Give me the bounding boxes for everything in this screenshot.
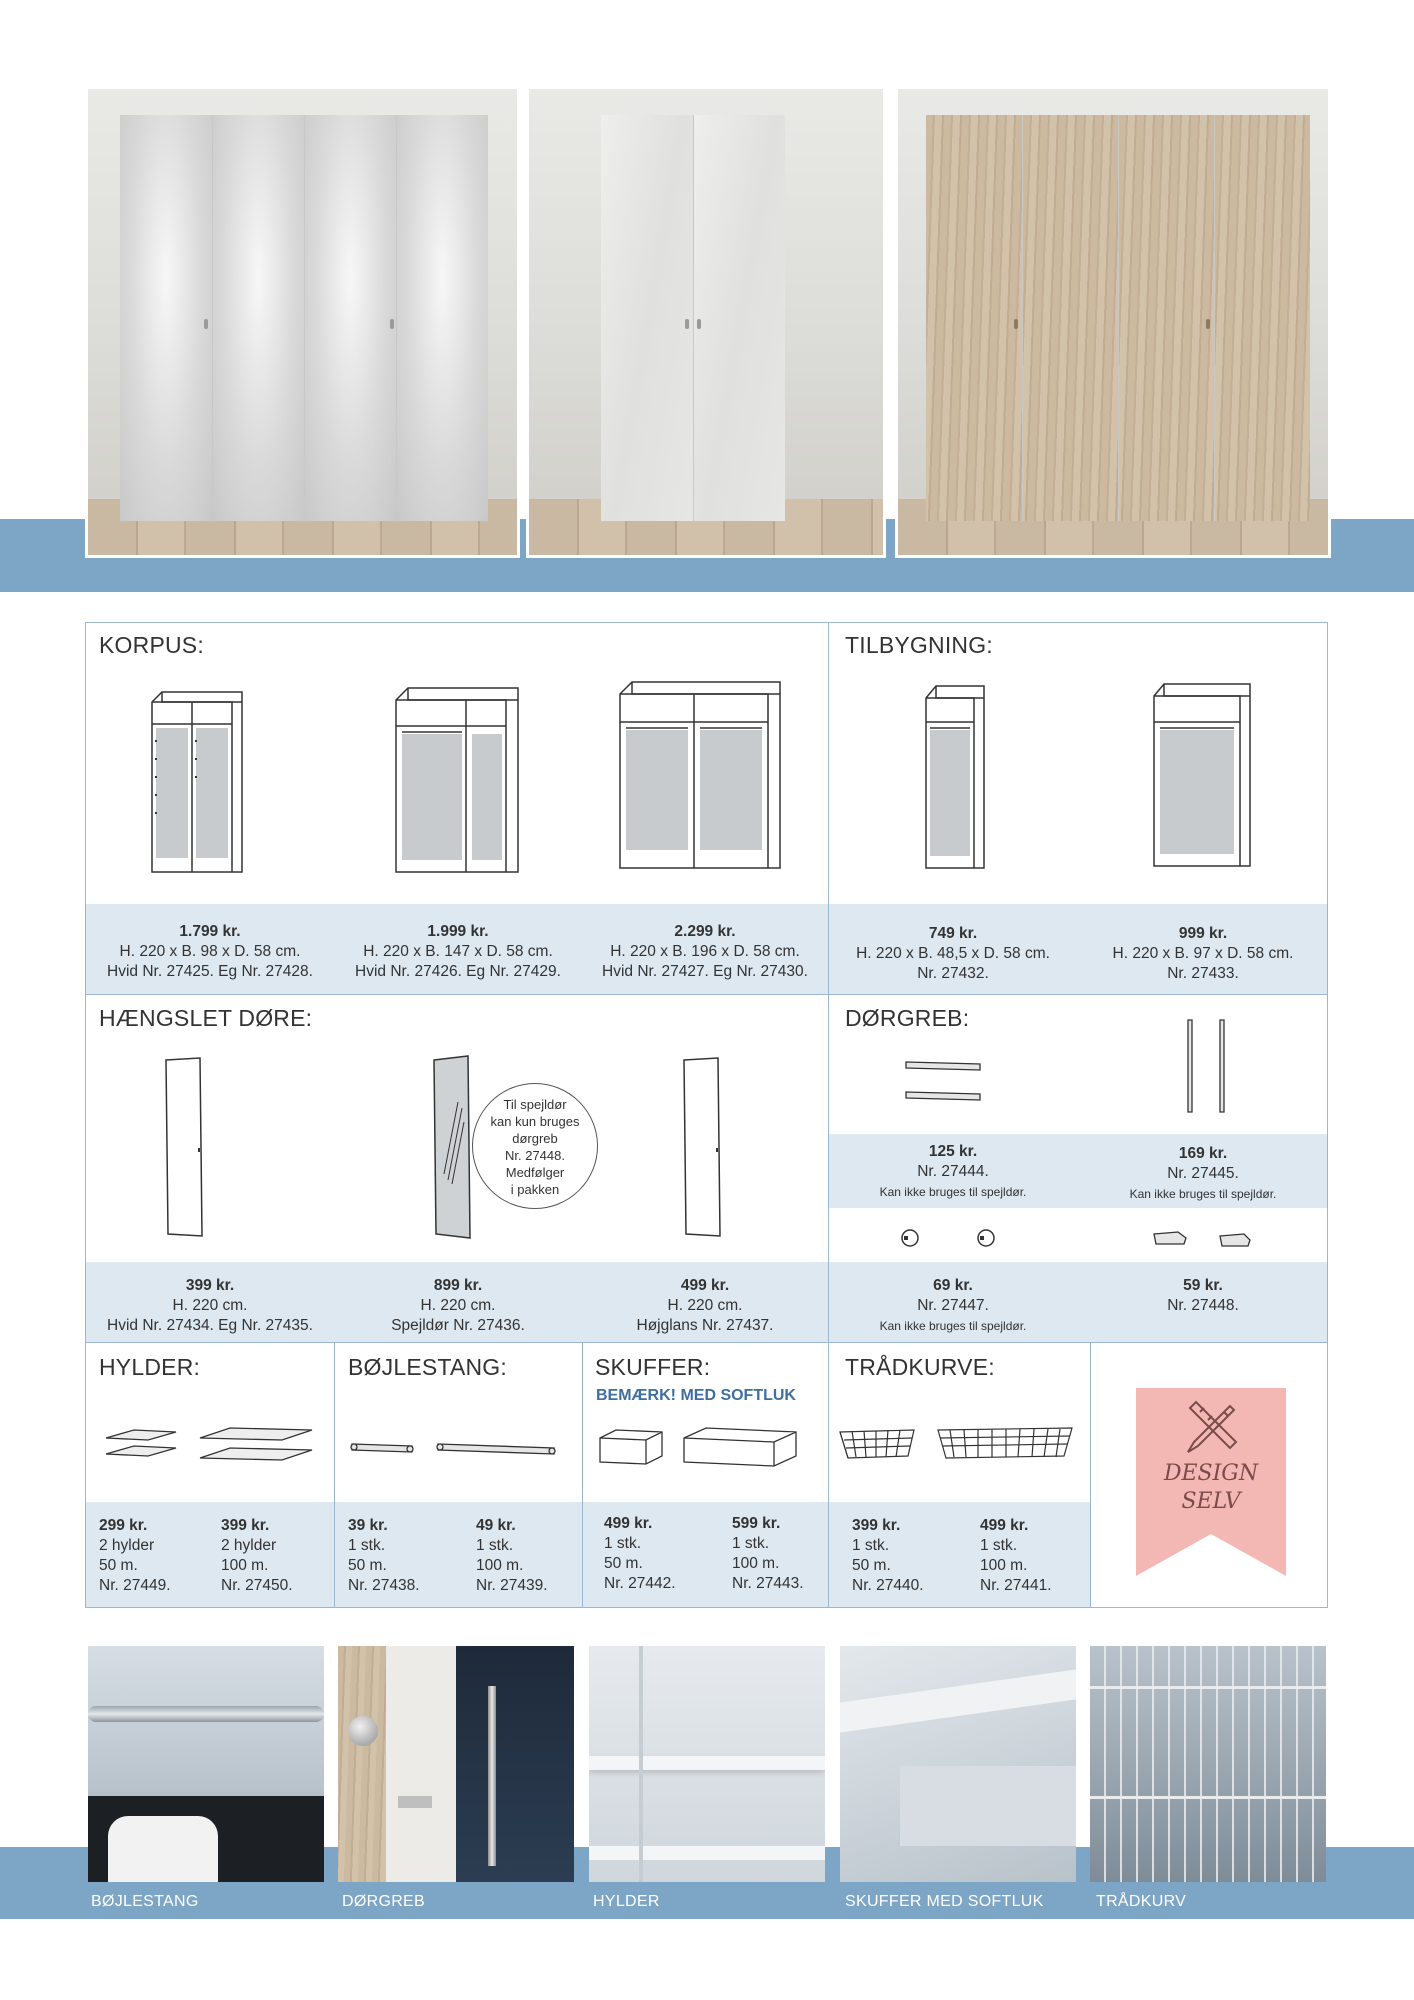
doors-price-1: 399 kr. H. 220 cm. Hvid Nr. 27434. Eg Nr. 27435. — [107, 1277, 313, 1334]
thumb-door-handles — [338, 1646, 574, 1882]
korpus-196-illustration — [616, 678, 784, 874]
doors-price-3: 499 kr. H. 220 cm. Højglans Nr. 27437. — [636, 1277, 774, 1334]
baskets-illustration — [836, 1424, 1076, 1470]
caption-door-handles: DØRGREB — [342, 1893, 425, 1910]
handle-bar-illustration — [1180, 1016, 1228, 1116]
thumb-hanger-rail — [88, 1646, 324, 1882]
drawers-title: SKUFFER: — [595, 1354, 711, 1380]
knob-illustration — [896, 1224, 1006, 1252]
thumb-wire-basket — [1090, 1646, 1326, 1882]
thumb-drawers — [840, 1646, 1076, 1882]
product-photo-oak-wardrobe — [895, 86, 1331, 558]
korpus-title: KORPUS: — [99, 632, 204, 658]
handle-flat-illustration — [900, 1056, 986, 1108]
door-white-illustration — [164, 1056, 204, 1238]
drawers-illustration — [596, 1424, 816, 1474]
product-photo-white-wardrobe — [526, 86, 886, 558]
pencil-ruler-icon — [1180, 1398, 1244, 1458]
baskets-price-2: 499 kr. 1 stk. 100 m. Nr. 27441. — [980, 1517, 1052, 1594]
baskets-title: TRÅDKURVE: — [845, 1354, 995, 1380]
tilbygning-price-1: 749 kr. H. 220 x B. 48,5 x D. 58 cm. Nr. 27432. — [856, 925, 1050, 982]
shelves-illustration — [100, 1424, 320, 1474]
baskets-price-1: 399 kr. 1 stk. 50 m. Nr. 27440. — [852, 1517, 924, 1594]
caption-drawers: SKUFFER MED SOFTLUK — [845, 1893, 1044, 1910]
rails-illustration — [348, 1436, 568, 1460]
handles-price-1: 125 kr. Nr. 27444. Kan ikke bruges til spejldør. — [879, 1143, 1027, 1199]
rails-title: BØJLESTANG: — [348, 1354, 507, 1380]
handles-price-2: 169 kr. Nr. 27445. Kan ikke bruges til spejldør. — [1129, 1145, 1277, 1201]
design-selv-text: DESIGN SELV — [1163, 1461, 1259, 1514]
drawers-price-2: 599 kr. 1 stk. 100 m. Nr. 27443. — [732, 1515, 804, 1592]
door-mirror-illustration — [432, 1054, 472, 1240]
drawers-price-1: 499 kr. 1 stk. 50 m. Nr. 27442. — [604, 1515, 676, 1592]
tilbygning-title: TILBYGNING: — [845, 632, 993, 658]
mirror-door-note: Til spejldør kan kun bruges dørgreb Nr. 27448. Medfølger i pakken — [472, 1083, 598, 1209]
korpus-98-illustration — [148, 688, 248, 878]
drawers-softluk-note: BEMÆRK! MED SOFTLUK — [596, 1387, 796, 1404]
door-gloss-illustration — [682, 1056, 722, 1238]
korpus-price-1: 1.799 kr. H. 220 x B. 98 x D. 58 cm. Hvid Nr. 27425. Eg Nr. 27428. — [107, 923, 313, 980]
korpus-price-2: 1.999 kr. H. 220 x B. 147 x D. 58 cm. Hvid Nr. 27426. Eg Nr. 27429. — [355, 923, 561, 980]
rails-price-2: 49 kr. 1 stk. 100 m. Nr. 27439. — [476, 1517, 548, 1594]
shelves-price-1: 299 kr. 2 hylder 50 m. Nr. 27449. — [99, 1517, 171, 1594]
handles-title: DØRGREB: — [845, 1005, 970, 1031]
korpus-147-illustration — [392, 684, 522, 878]
thumb-shelves — [589, 1646, 825, 1882]
shelves-price-2: 399 kr. 2 hylder 100 m. Nr. 27450. — [221, 1517, 293, 1594]
product-photo-mirror-wardrobe — [85, 86, 520, 558]
rails-price-1: 39 kr. 1 stk. 50 m. Nr. 27438. — [348, 1517, 420, 1594]
small-handle-illustration — [1150, 1226, 1260, 1250]
doors-price-2: 899 kr. H. 220 cm. Spejldør Nr. 27436. — [391, 1277, 525, 1334]
tilbygning-price-2: 999 kr. H. 220 x B. 97 x D. 58 cm. Nr. 27433. — [1112, 925, 1294, 982]
korpus-price-3: 2.299 kr. H. 220 x B. 196 x D. 58 cm. Hvid Nr. 27427. Eg Nr. 27430. — [602, 923, 808, 980]
handles-price-3: 69 kr. Nr. 27447. Kan ikke bruges til spejldør. — [879, 1277, 1027, 1333]
handles-price-4: 59 kr. Nr. 27448. — [1167, 1277, 1239, 1314]
caption-hanger-rail: BØJLESTANG — [91, 1893, 199, 1910]
caption-shelves: HYLDER — [593, 1893, 660, 1910]
caption-wire-basket: TRÅDKURV — [1096, 1893, 1187, 1910]
tilbygning-97-illustration — [1150, 680, 1254, 876]
tilbygning-48-illustration — [922, 682, 988, 878]
doors-title: HÆNGSLET DØRE: — [99, 1005, 313, 1031]
shelves-title: HYLDER: — [99, 1354, 201, 1380]
